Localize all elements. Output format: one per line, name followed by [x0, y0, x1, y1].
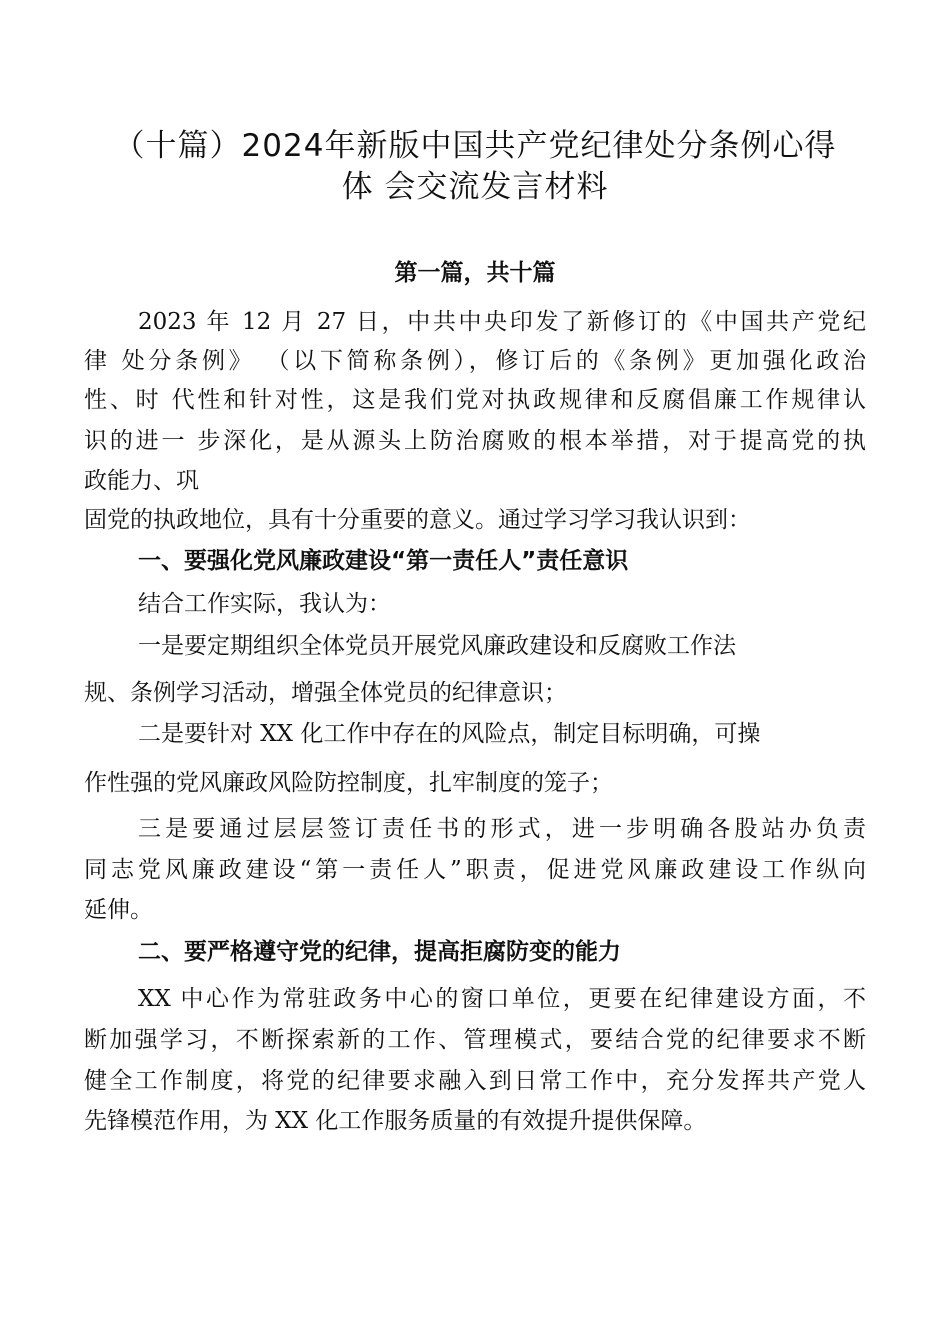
- paragraph-line: 律 处分条例》 （以下简称条例），修订后的《条例》更加强化政治: [84, 348, 866, 374]
- paragraph-line: 三是要通过层层签订责任书的形式，进一步明确各股站办负责: [138, 816, 866, 842]
- paragraph-line: 二是要针对 XX 化工作中存在的风险点，制定目标明确，可操: [138, 721, 761, 747]
- paragraph-line: 先锋模范作用，为 XX 化工作服务质量的有效提升提供保障。: [84, 1108, 707, 1134]
- paragraph-line: 断加强学习，不断探索新的工作、管理模式，要结合党的纪律要求不断: [84, 1027, 866, 1053]
- paragraph-line: 政能力、巩: [84, 468, 199, 494]
- paragraph-line: 固党的执政地位，具有十分重要的意义。通过学习学习我认识到：: [84, 507, 751, 533]
- paragraph-line: 规、条例学习活动，增强全体党员的纪律意识；: [84, 680, 567, 706]
- paragraph-line: 结合工作实际，我认为：: [138, 591, 391, 617]
- paragraph-line: 作性强的党风廉政风险防控制度，扎牢制度的笼子；: [84, 770, 613, 796]
- paragraph-line: 延伸。: [84, 897, 153, 923]
- document-title-line-1: （十篇）2024年新版中国共产党纪律处分条例心得: [113, 128, 837, 164]
- paragraph-line: 性、时 代性和针对性，这是我们党对执政规律和反腐倡廉工作规律认: [84, 387, 866, 413]
- paragraph-line: 识的进一 步深化，是从源头上防治腐败的根本举措，对于提高党的执: [84, 428, 866, 454]
- document-title-line-2: 体 会交流发言材料: [341, 169, 609, 205]
- section-title: 第一篇，共十篇: [394, 260, 556, 286]
- paragraph-line: 2023 年 12 月 27 日，中共中央印发了新修订的《中国共产党纪: [138, 309, 866, 335]
- paragraph-line: XX 中心作为常驻政务中心的窗口单位，更要在纪律建设方面，不: [138, 986, 866, 1012]
- heading-1: 一、要强化党风廉政建设“第一责任人”责任意识: [138, 548, 629, 574]
- paragraph-line: 同志党风廉政建设“第一责任人”职责，促进党风廉政建设工作纵向: [84, 857, 866, 883]
- heading-2: 二、要严格遵守党的纪律，提高拒腐防变的能力: [138, 939, 621, 965]
- paragraph-line: 一是要定期组织全体党员开展党风廉政建设和反腐败工作法: [138, 633, 736, 659]
- paragraph-line: 健全工作制度，将党的纪律要求融入到日常工作中，充分发挥共产党人: [84, 1068, 866, 1094]
